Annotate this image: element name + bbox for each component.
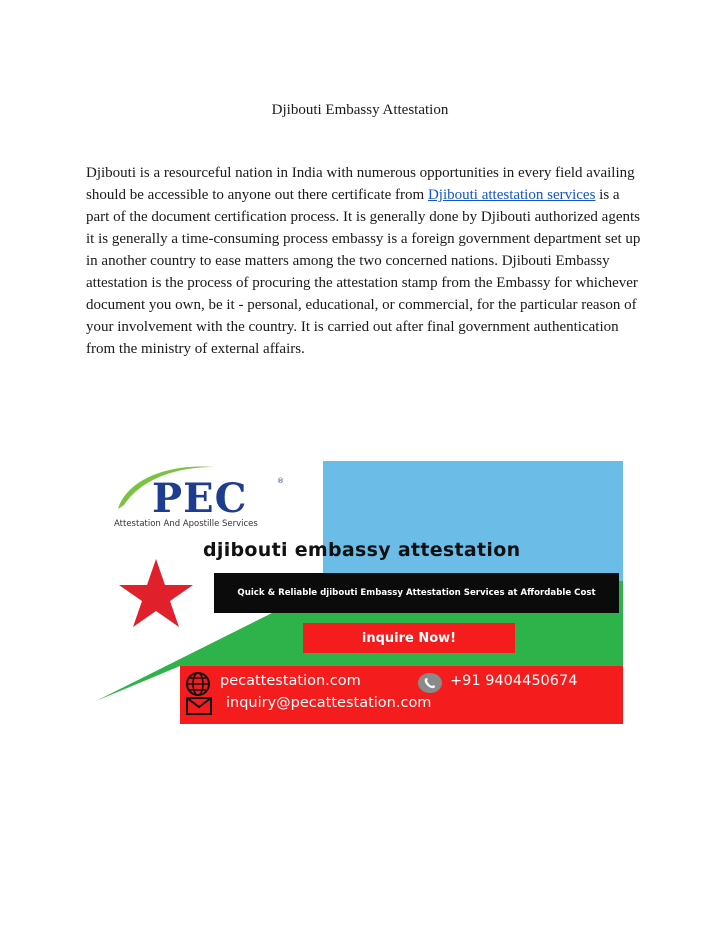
phone-text: +91 9404450674 [450,673,578,689]
brand-subtitle: Attestation And Apostille Services [114,519,258,529]
banner-headline: djibouti embassy attestation [203,539,521,561]
document-title: Djibouti Embassy Attestation [271,102,449,118]
tagline-bar [214,573,619,613]
djibouti-attestation-link[interactable]: Djibouti attestation services [427,187,596,203]
phone-icon [417,672,443,694]
inquire-now-label: inquire Now! [361,630,457,646]
promo-banner [96,461,623,724]
globe-icon [185,671,211,697]
body-paragraph [86,162,646,360]
paragraph-text-end: is a part of the document certification process. It is generally done by Djibouti authorized agents it is generally a time-consuming process embassy is a foreign government department set up in another country to ease matters among the two concerned nations. Djibouti Embassy attestation is the process of procuring the attestation stamp from the Embassy for whichever document you own, be it - personal, educational, or commercial, for the particular reason of your involvement with the country. It is carried out after final government authentication from the ministry of external affairs. [86,187,641,357]
website-text: pecattestation.com [220,673,361,689]
inquire-now-button[interactable] [303,623,515,653]
pec-logo: PEC [152,475,248,522]
email-text: inquiry@pecattestation.com [226,695,432,711]
registered-mark: ® [277,477,284,485]
mail-icon [186,697,212,715]
paragraph-text-start: Djibouti is a resourceful nation in India with numerous opportunities in every field availing should be accessible to anyone out there certificate from [86,165,635,203]
tagline-text: Quick & Reliable djibouti Embassy Attestation Services at Affordable Cost [237,588,596,598]
